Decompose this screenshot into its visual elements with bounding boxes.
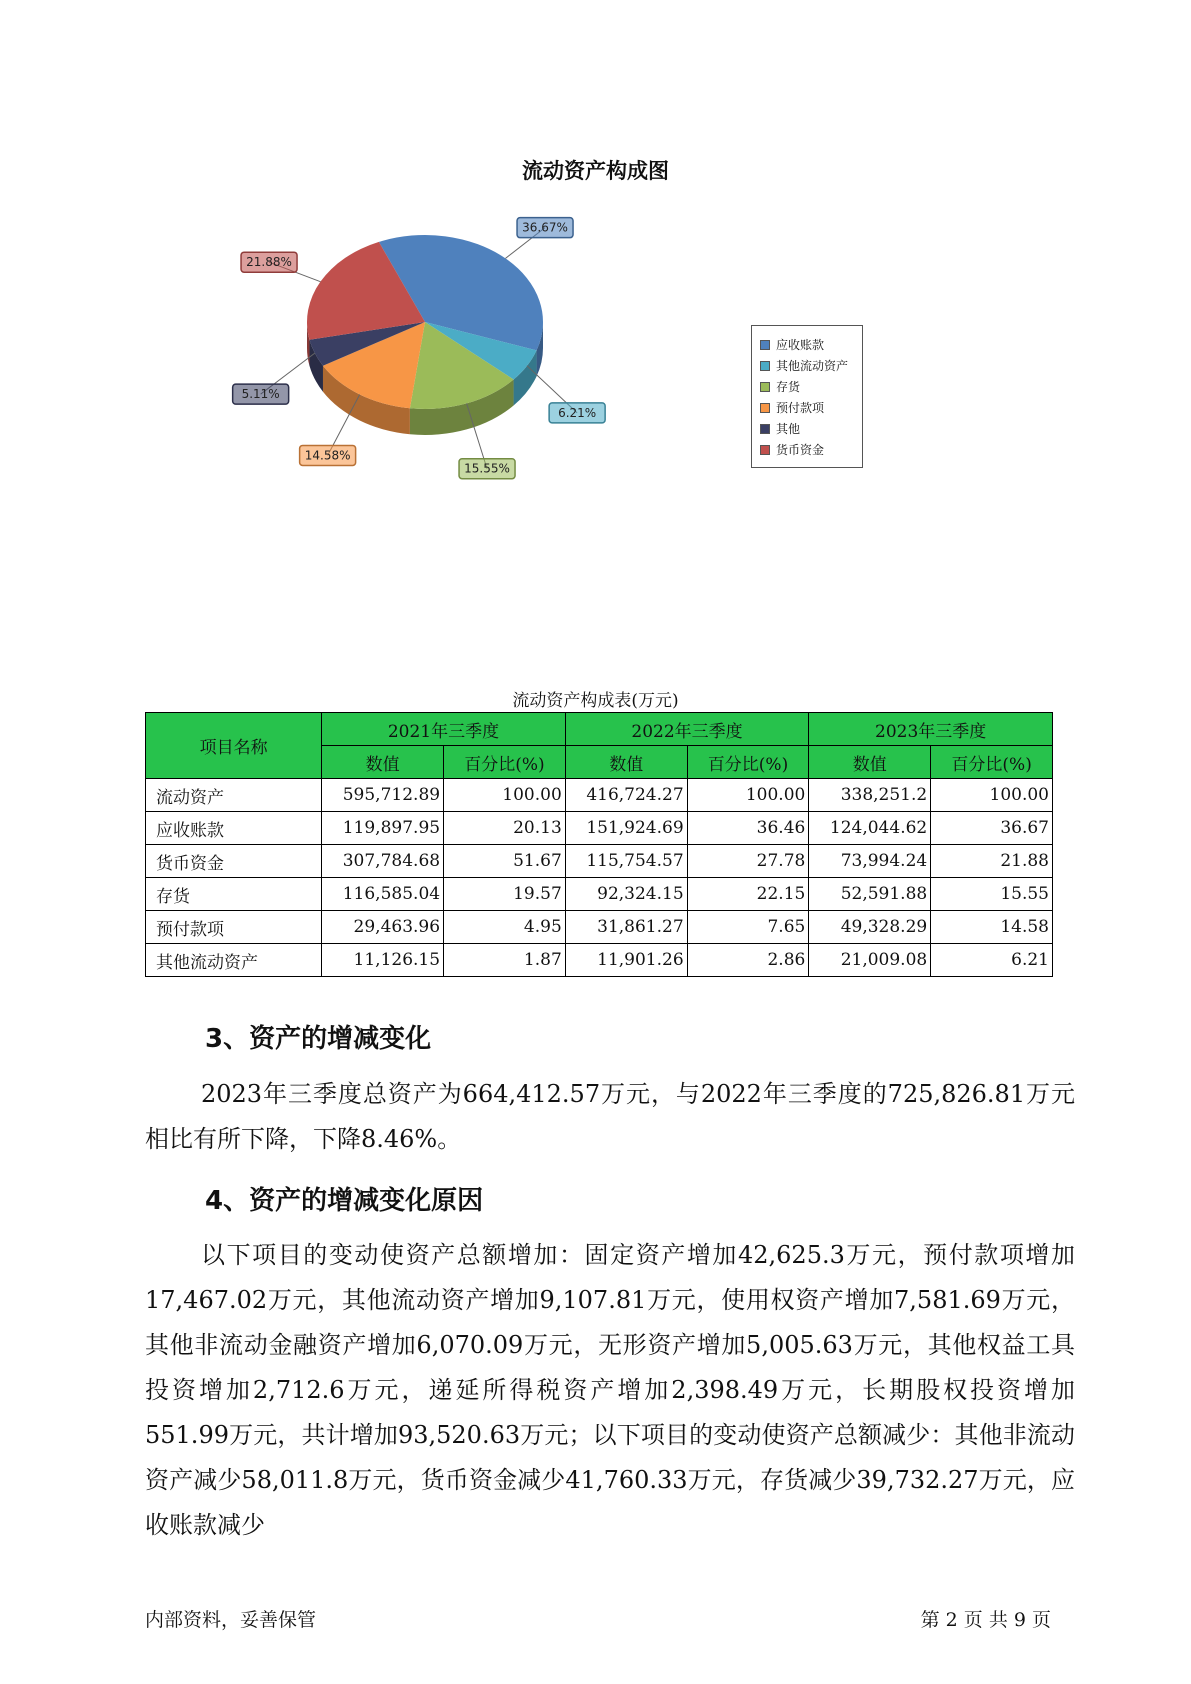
slice-label: 15.55% xyxy=(464,461,510,476)
cell-percent: 14.58 xyxy=(931,911,1053,944)
cell-percent: 19.57 xyxy=(444,878,566,911)
cell-value: 124,044.62 xyxy=(809,812,931,845)
cell-percent: 15.55 xyxy=(931,878,1053,911)
percent-subheader: 百分比(%) xyxy=(687,746,809,779)
row-name: 流动资产 xyxy=(146,779,322,812)
legend-label: 其他 xyxy=(776,422,801,436)
section-paragraph: 2023年三季度总资产为664,412.57万元，与2022年三季度的725,826.81万元相比有所下降，下降8.46%。 xyxy=(145,1080,1075,1153)
section-heading: 3、资产的增减变化 xyxy=(205,1024,432,1054)
cell-value: 31,861.27 xyxy=(565,911,687,944)
cell-percent: 4.95 xyxy=(444,911,566,944)
percent-subheader: 百分比(%) xyxy=(444,746,566,779)
table-row xyxy=(146,878,1053,911)
legend-label: 应收账款 xyxy=(776,338,825,352)
cell-percent: 36.67 xyxy=(931,812,1053,845)
legend-label: 货币资金 xyxy=(776,443,825,457)
cell-percent: 100.00 xyxy=(687,779,809,812)
row-name: 应收账款 xyxy=(146,812,322,845)
table-row xyxy=(146,911,1053,944)
legend-item xyxy=(760,376,862,397)
cell-value: 119,897.95 xyxy=(322,812,444,845)
period-header: 2023年三季度 xyxy=(809,713,1053,746)
legend-item xyxy=(760,439,862,460)
cell-percent: 22.15 xyxy=(687,878,809,911)
cell-percent: 1.87 xyxy=(444,944,566,977)
slice-label: 36.67% xyxy=(522,220,568,235)
table-row xyxy=(146,845,1053,878)
value-subheader: 数值 xyxy=(322,746,444,779)
cell-value: 29,463.96 xyxy=(322,911,444,944)
slice-label: 6.21% xyxy=(558,405,597,420)
table-row xyxy=(146,779,1053,812)
item-name-header: 项目名称 xyxy=(146,713,322,779)
cell-percent: 100.00 xyxy=(931,779,1053,812)
cell-value: 11,901.26 xyxy=(565,944,687,977)
legend-item xyxy=(760,334,862,355)
cell-value: 116,585.04 xyxy=(322,878,444,911)
cell-value: 595,712.89 xyxy=(322,779,444,812)
legend-swatch xyxy=(760,361,770,371)
legend-item xyxy=(760,355,862,376)
legend-swatch xyxy=(760,424,770,434)
page-number: 第 2 页 共 9 页 xyxy=(920,1609,1051,1631)
legend-label: 存货 xyxy=(776,380,801,394)
footer-note: 内部资料，妥善保管 xyxy=(145,1609,317,1631)
cell-value: 73,994.24 xyxy=(809,845,931,878)
slice-label: 5.11% xyxy=(241,387,280,402)
table-row xyxy=(146,944,1053,977)
cell-value: 92,324.15 xyxy=(565,878,687,911)
legend-label: 预付款项 xyxy=(776,401,825,415)
chart-legend xyxy=(751,325,863,468)
cell-percent: 36.46 xyxy=(687,812,809,845)
section-heading: 4、资产的增减变化原因 xyxy=(205,1186,484,1216)
legend-item xyxy=(760,397,862,418)
legend-swatch xyxy=(760,403,770,413)
legend-swatch xyxy=(760,382,770,392)
legend-label: 其他流动资产 xyxy=(776,359,849,373)
slice-label: 21.88% xyxy=(246,255,292,270)
legend-swatch xyxy=(760,340,770,350)
cell-percent: 20.13 xyxy=(444,812,566,845)
chart-title: 流动资产构成图 xyxy=(522,159,669,183)
cell-percent: 2.86 xyxy=(687,944,809,977)
cell-value: 52,591.88 xyxy=(809,878,931,911)
pie-chart xyxy=(0,0,1191,560)
row-name: 货币资金 xyxy=(146,845,322,878)
cell-value: 11,126.15 xyxy=(322,944,444,977)
cell-value: 21,009.08 xyxy=(809,944,931,977)
slice-label: 14.58% xyxy=(304,448,351,463)
row-name: 其他流动资产 xyxy=(146,944,322,977)
cell-percent: 21.88 xyxy=(931,845,1053,878)
cell-percent: 7.65 xyxy=(687,911,809,944)
table-row xyxy=(146,812,1053,845)
value-subheader: 数值 xyxy=(565,746,687,779)
cell-percent: 6.21 xyxy=(931,944,1053,977)
cell-percent: 51.67 xyxy=(444,845,566,878)
value-subheader: 数值 xyxy=(809,746,931,779)
cell-value: 151,924.69 xyxy=(565,812,687,845)
table-caption: 流动资产构成表(万元) xyxy=(512,691,679,711)
legend-swatch xyxy=(760,445,770,455)
cell-value: 115,754.57 xyxy=(565,845,687,878)
current-assets-table xyxy=(145,712,1053,977)
period-header: 2022年三季度 xyxy=(565,713,809,746)
legend-item xyxy=(760,418,862,439)
period-header: 2021年三季度 xyxy=(322,713,566,746)
percent-subheader: 百分比(%) xyxy=(931,746,1053,779)
cell-value: 49,328.29 xyxy=(809,911,931,944)
cell-value: 307,784.68 xyxy=(322,845,444,878)
cell-percent: 100.00 xyxy=(444,779,566,812)
cell-value: 338,251.2 xyxy=(809,779,931,812)
row-name: 存货 xyxy=(146,878,322,911)
cell-percent: 27.78 xyxy=(687,845,809,878)
row-name: 预付款项 xyxy=(146,911,322,944)
section-paragraph: 以下项目的变动使资产总额增加：固定资产增加42,625.3万元，预付款项增加17,467.02万元，其他流动资产增加9,107.81万元，使用权资产增加7,581.69万元，其他非流动金融资产增加6,070.09万元，无形资产增加5,005.63万元，其他权益工具投资增加2,712.6万元，递延所得税资产增加2,398.49万元，长期股权投资增加551.99万元，共计增加93,520.63万元；以下项目的变动使资产总额减少：其他非流动资产减少58,011.8万元，货币资金减少41,760.33万元，存货减少39,732.27万元，应收账款减少 xyxy=(145,1241,1075,1539)
cell-value: 416,724.27 xyxy=(565,779,687,812)
